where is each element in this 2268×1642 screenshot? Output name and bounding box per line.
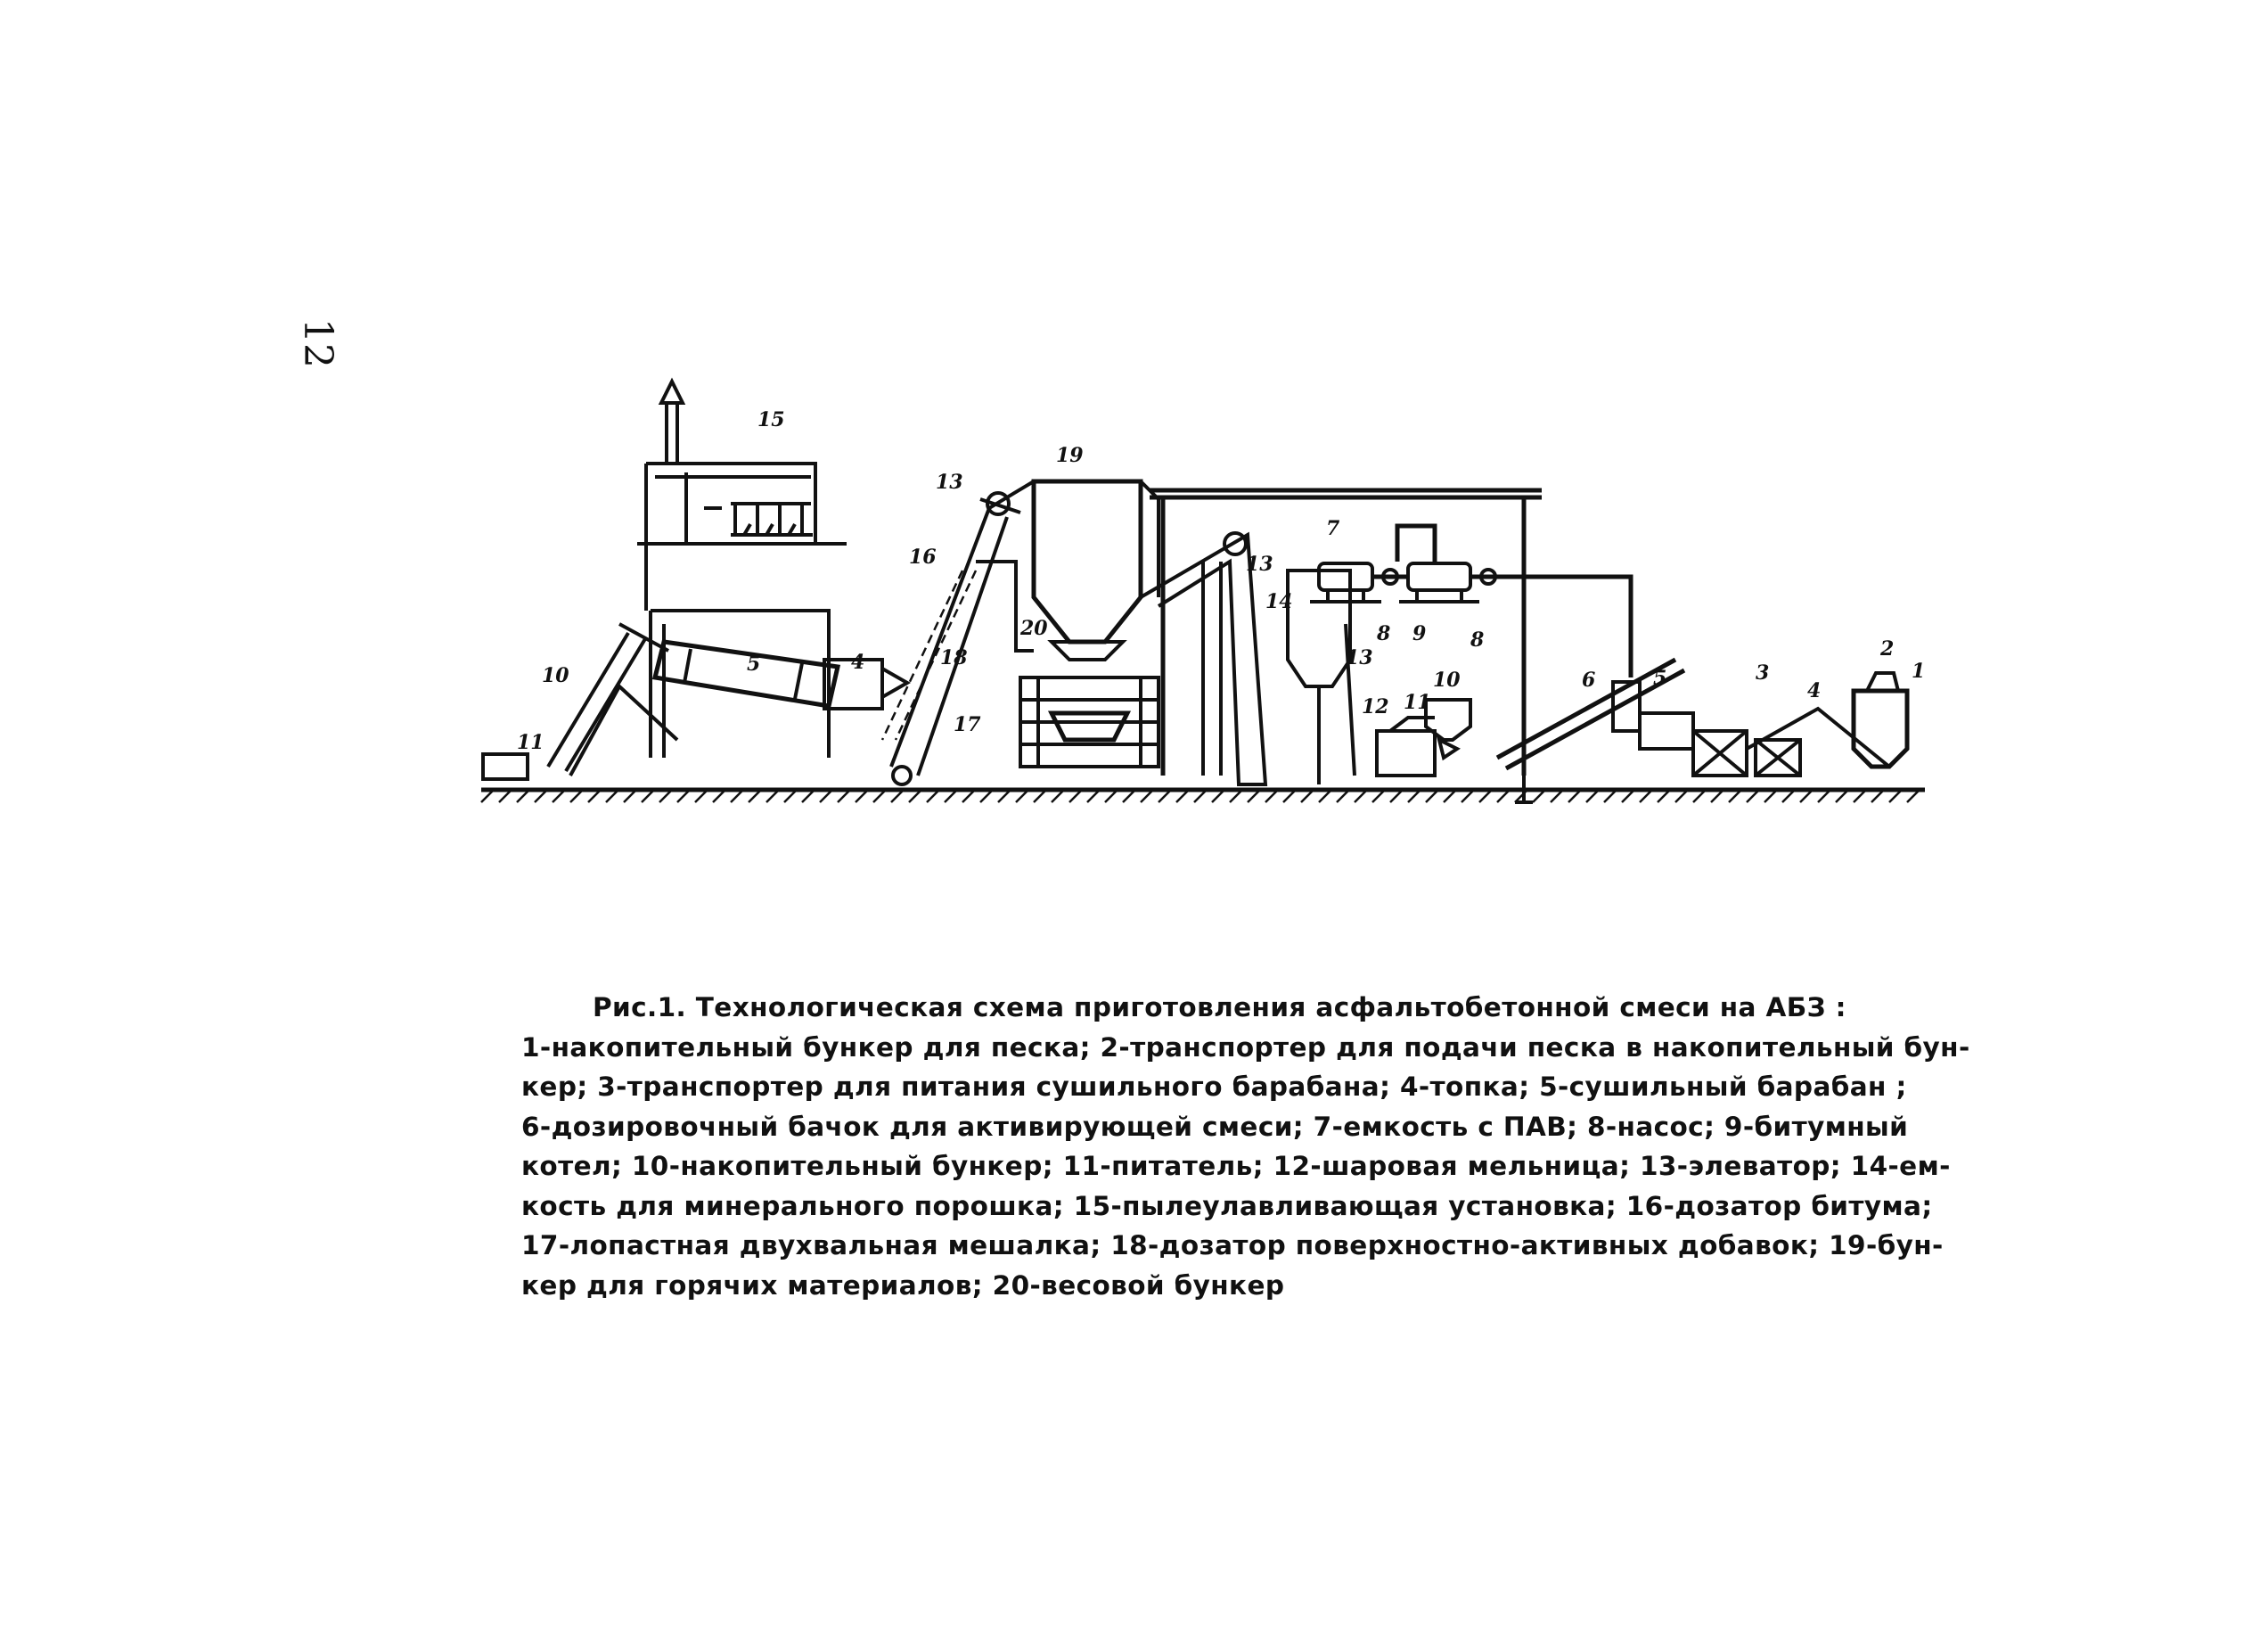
label-4a: 4	[851, 651, 865, 674]
caption-line: кость для минерального порошка; 15-пылеулавливающая установка; 16-дозатор битума;	[521, 1190, 1933, 1221]
label-12: 12	[1362, 695, 1389, 718]
label-9: 9	[1412, 622, 1427, 645]
caption-line: 6-дозировочный бачок для активирующей смеси; 7-емкость с ПАВ; 8-насос; 9-битумный	[521, 1111, 1909, 1142]
label-11b: 11	[1404, 691, 1431, 714]
caption-line: 17-лопастная двухвальная мешалка; 18-дозатор поверхностно-активных добавок; 19-бун-	[521, 1230, 1944, 1260]
technological-scheme-figure	[463, 357, 1961, 865]
label-10b: 10	[1433, 669, 1461, 692]
label-13a: 13	[936, 471, 963, 494]
elevator-left-pulley-bottom	[893, 767, 911, 784]
label-7: 7	[1326, 517, 1340, 540]
sand-conveyor-2	[1867, 673, 1898, 691]
label-5b: 5	[1653, 667, 1667, 690]
label-20: 20	[1020, 617, 1048, 640]
label-16: 16	[909, 546, 937, 569]
mixer-frame-grid	[1020, 677, 1159, 767]
dust-collector-frame	[637, 464, 847, 611]
label-8a: 8	[1377, 622, 1391, 645]
figure-caption	[521, 988, 1970, 1305]
feeder-11	[1439, 740, 1457, 758]
label-2: 2	[1880, 637, 1895, 661]
caption-line: кер для горячих материалов; 20-весовой бункер	[521, 1269, 1285, 1301]
caption-line: котел; 10-накопительный бункер; 11-питатель; 12-шаровая мельница; 13-элеватор; 14-ем-	[521, 1151, 1951, 1181]
caption-line: кер; 3-транспортер для питания сушильного барабана; 4-топка; 5-сушильный барабан ;	[521, 1071, 1907, 1102]
label-5a: 5	[747, 653, 761, 676]
label-14: 14	[1265, 590, 1293, 613]
label-17: 17	[954, 713, 981, 736]
boiler-9	[1408, 563, 1470, 590]
weighing-bunker-20	[1052, 642, 1123, 660]
conveyor-4-right	[1747, 709, 1889, 767]
drum-5-right	[1640, 713, 1693, 749]
label-15: 15	[757, 408, 785, 431]
dust-collector-cyclones	[731, 504, 813, 535]
chimney	[661, 382, 683, 464]
left-feeder	[483, 754, 528, 779]
label-1: 1	[1912, 660, 1926, 683]
label-11a: 11	[517, 731, 544, 754]
hot-bunker-19	[1034, 481, 1141, 642]
label-19: 19	[1056, 444, 1084, 467]
sand-bunker-1	[1854, 691, 1907, 767]
tank-7	[1319, 563, 1372, 590]
label-13c: 13	[1346, 646, 1373, 669]
bunker-10	[1426, 700, 1470, 740]
label-10a: 10	[542, 664, 569, 687]
scheme-drawing	[463, 357, 1961, 865]
label-4b: 4	[1807, 679, 1822, 702]
label-18: 18	[940, 646, 968, 669]
label-8b: 8	[1470, 628, 1485, 652]
hatched-boxes-right	[1693, 731, 1800, 776]
label-13b: 13	[1246, 553, 1273, 576]
mixer-pan	[1052, 713, 1127, 740]
caption-line: Рис.1. Технологическая схема приготовления асфальтобетонной смеси на АБЗ :	[593, 992, 1846, 1022]
page-number: 12	[295, 318, 340, 368]
drum-housing	[651, 611, 829, 758]
label-3: 3	[1756, 661, 1770, 685]
elevator-center-column	[1203, 562, 1221, 776]
caption-line: 1-накопительный бункер для песка; 2-транспортер для подачи песка в накопительный бун-	[521, 1031, 1970, 1063]
label-6: 6	[1582, 669, 1596, 692]
